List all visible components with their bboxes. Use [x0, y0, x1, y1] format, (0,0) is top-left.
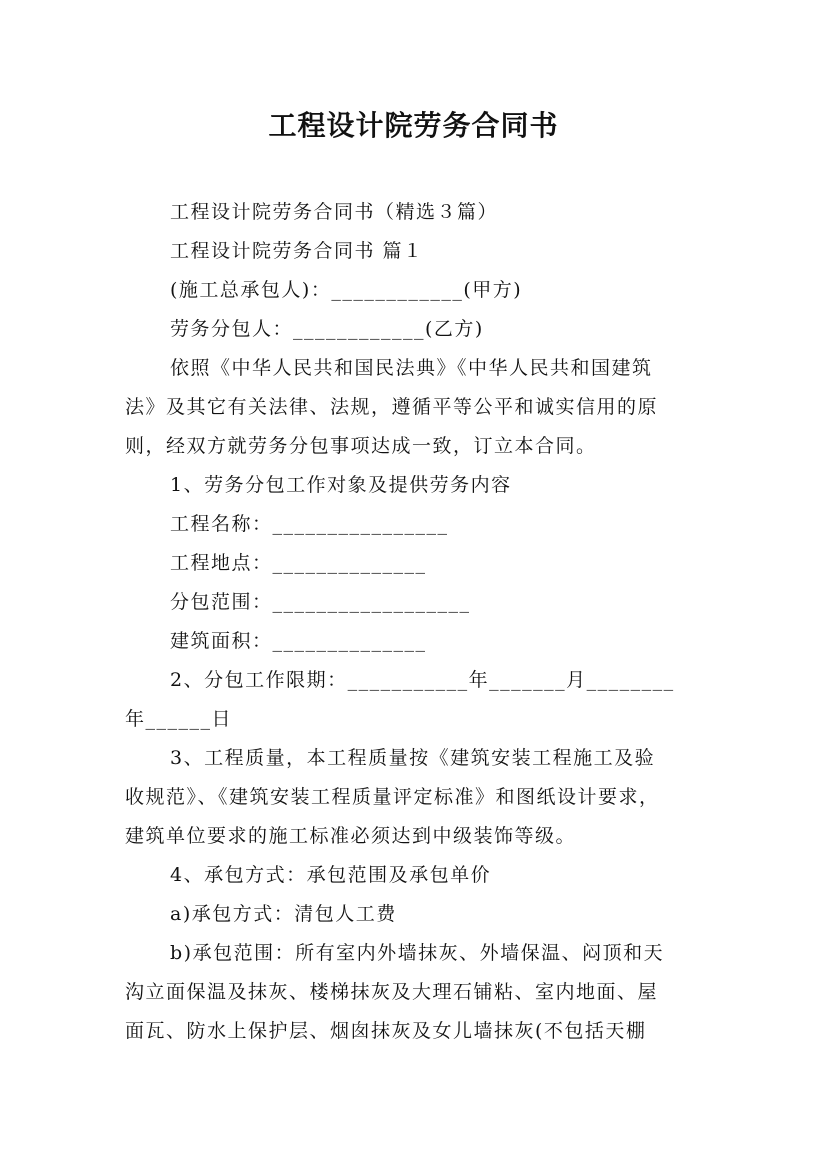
clause-line: 沟立面保温及抹灰、楼梯抹灰及大理石铺粘、室内地面、屋 — [125, 981, 659, 1003]
clause-line: 面瓦、防水上保护层、烟囱抹灰及女儿墙抹灰(不包括天棚 — [125, 1020, 647, 1042]
field-line: 工程地点：______________ — [170, 552, 427, 574]
field-line: 分包范围：__________________ — [170, 591, 471, 613]
document-title: 工程设计院劳务合同书 — [268, 109, 559, 142]
paragraph-line: 依照《中华人民共和国民法典》《中华人民共和国建筑 — [170, 357, 653, 379]
clause-line: a)承包方式：清包人工费 — [170, 903, 397, 925]
party-a-line: (施工总承包人)：____________(甲方) — [170, 279, 523, 301]
section-heading: 工程设计院劳务合同书 篇１ — [170, 240, 424, 262]
paragraph-line: 法》及其它有关法律、法规，遵循平等公平和诚实信用的原 — [125, 396, 659, 418]
party-b-line: 劳务分包人：____________(乙方) — [170, 318, 484, 340]
clause-heading: 4、承包方式：承包范围及承包单价 — [170, 864, 492, 886]
clause-line: 2、分包工作限期：___________年_______月________ — [170, 669, 675, 691]
paragraph-line: 则，经双方就劳务分包事项达成一致，订立本合同。 — [125, 435, 597, 457]
clause-line: 建筑单位要求的施工标准必须达到中级装饰等级。 — [125, 825, 577, 847]
clause-line: 收规范》、《建筑安装工程质量评定标准》和图纸设计要求， — [125, 786, 660, 808]
clause-heading: 1、劳务分包工作对象及提供劳务内容 — [170, 474, 512, 496]
field-line: 工程名称：________________ — [170, 513, 449, 535]
clause-line: 年______日 — [125, 708, 233, 730]
subtitle-line: 工程设计院劳务合同书（精选３篇） — [170, 201, 499, 223]
field-line: 建筑面积：______________ — [170, 630, 427, 652]
clause-line: 3、工程质量，本工程质量按《建筑安装工程施工及验 — [170, 747, 656, 769]
clause-line: b)承包范围：所有室内外墙抹灰、外墙保温、闷顶和天 — [170, 942, 665, 964]
